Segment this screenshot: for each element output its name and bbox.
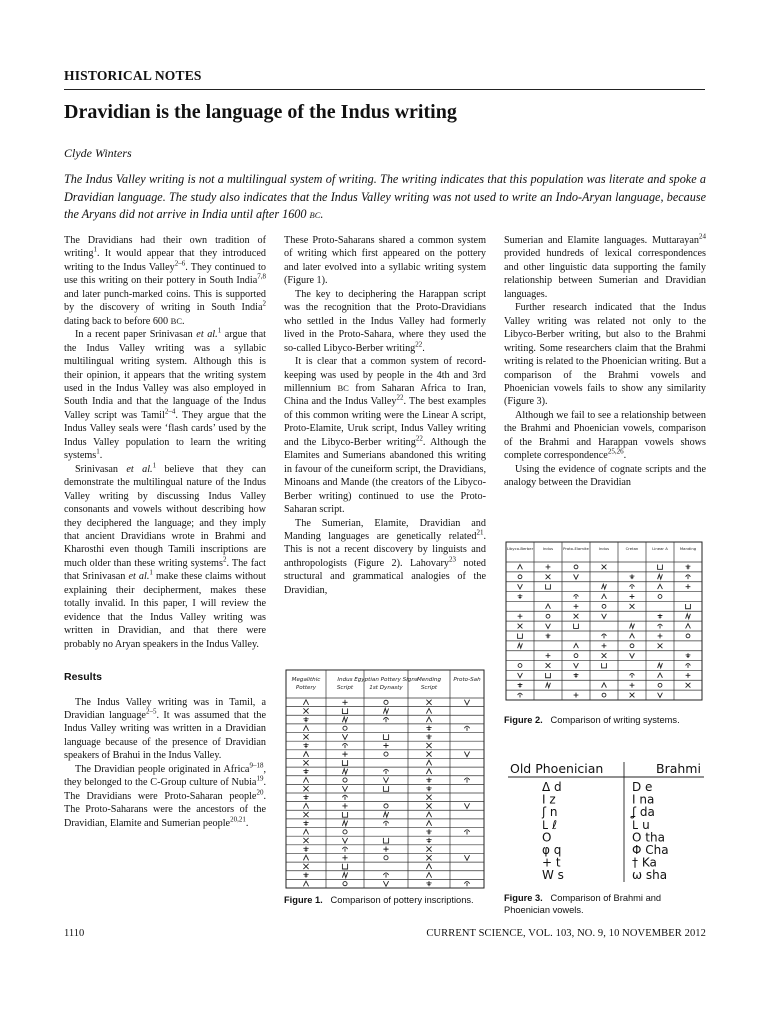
figure-1-column-header: Indus <box>337 677 353 683</box>
sign-glyph <box>384 804 388 808</box>
phoenician-letter: Ⳑ ℓ <box>542 817 558 832</box>
sign-glyph <box>518 634 523 639</box>
sign-glyph <box>518 624 523 629</box>
sign-glyph <box>303 726 308 731</box>
sign-glyph <box>602 643 607 648</box>
figure-2-image <box>504 540 704 702</box>
brahmi-letter: ω sha <box>632 868 668 883</box>
sign-glyph <box>342 872 347 877</box>
sign-glyph <box>342 803 347 808</box>
page-number: 1110 <box>64 928 85 939</box>
figure-1-column-header: Mending <box>416 677 442 683</box>
figure-1-column-header: Megalithic <box>291 677 321 683</box>
sign-glyph <box>658 584 663 589</box>
sign-glyph <box>546 614 550 618</box>
sign-glyph <box>464 830 469 835</box>
sign-glyph <box>303 769 308 774</box>
sign-glyph <box>630 585 635 589</box>
sign-glyph <box>342 812 347 817</box>
sign-glyph <box>658 595 662 599</box>
sign-glyph <box>426 777 431 782</box>
sign-glyph <box>546 565 551 570</box>
figure-1-column-header: Script <box>420 685 438 691</box>
sign-glyph <box>303 855 308 860</box>
sign-glyph <box>602 653 607 658</box>
sign-glyph <box>658 683 662 687</box>
sign-glyph <box>630 634 635 639</box>
phoenician-letter: Δ d <box>542 780 562 794</box>
figure-3-header-brahmi: Brahmi <box>656 761 701 776</box>
sign-glyph <box>658 614 663 619</box>
sign-glyph <box>303 864 308 869</box>
phoenician-letter: I z <box>542 792 556 807</box>
sign-glyph <box>342 821 347 826</box>
sign-glyph <box>518 614 523 619</box>
abstract: The Indus Valley writing is not a multilingual system of writing. The writing indicates that this population was literate and spoke a Dravidian language. The study also indicates that the Indus Valley writing was not used to write an Indo-Aryan language, because the Aryans did not arrive in India until after 1600 BC. <box>64 172 706 221</box>
sign-glyph <box>303 847 308 852</box>
sign-glyph <box>630 594 635 599</box>
figure-1-column-header: 1st Dynasty <box>369 685 403 691</box>
figure-1-caption: Figure 1. Comparison of pottery inscriptions. <box>284 895 474 905</box>
sign-glyph <box>630 624 635 629</box>
paragraph: Although we fail to see a relationship between the Brahmi and Phoenician vowels, comparison of the Brahmi and Harappan vowels shows complete correspondence$^{25,26}$. <box>504 409 706 462</box>
sign-glyph <box>658 574 663 579</box>
sign-glyph <box>686 653 691 658</box>
sign-glyph <box>518 693 523 697</box>
sign-glyph <box>342 708 347 713</box>
sign-glyph <box>630 653 635 658</box>
sign-glyph <box>426 708 431 713</box>
sign-glyph <box>658 634 663 639</box>
sign-glyph <box>686 565 691 570</box>
sign-glyph <box>426 872 431 877</box>
sign-glyph <box>546 584 551 589</box>
figure-3-caption: Figure 3. Comparison of Brahmi and Phoenician vowels. <box>504 893 662 915</box>
brahmi-letter: Φ Cha <box>632 843 669 857</box>
sign-glyph <box>686 673 691 678</box>
sign-glyph <box>464 726 469 731</box>
sign-glyph <box>303 752 308 757</box>
sign-glyph <box>342 760 347 765</box>
figure-1-column-header: Script <box>336 685 354 691</box>
sign-glyph <box>518 575 522 579</box>
sign-glyph <box>342 769 347 774</box>
figure-2-column-header: Indus <box>542 546 554 551</box>
sign-glyph <box>384 700 388 704</box>
paragraph: Using the evidence of cognate scripts and the analogy between the Dravidian <box>504 463 706 489</box>
sign-glyph <box>342 743 347 748</box>
sign-glyph <box>343 882 347 886</box>
sign-glyph <box>426 717 431 722</box>
figure-2-table <box>504 540 704 702</box>
sign-glyph <box>426 847 431 852</box>
phoenician-letter: φ q <box>542 843 562 857</box>
sign-glyph <box>630 673 635 677</box>
phoenician-letter: O <box>542 830 552 845</box>
sign-glyph <box>658 565 663 570</box>
sign-glyph <box>464 778 469 783</box>
sign-glyph <box>574 643 579 648</box>
sign-glyph <box>464 700 469 705</box>
paragraph: The Dravidians had their own tradition of writing$^1$. It would appear that they introduced writing to the Indus Valley$^{2-6}$. They continued to use this writing on their pottery in South India$^{7,8}$ and later punch-marked coins. This is supported by the discovery of writing in South India$^2$ dating back to before 600 BC. <box>64 235 266 327</box>
sign-glyph <box>342 786 347 791</box>
paragraph: Srinivasan et al.$^1$ believe that they can demonstrate the multilingual nature of the Indus Valley writing by discussing Indus Valley consonants and vowels without describing how they deciphered the language; and they imply that ancient Dravidians wrote in Brahmi and Kharosthi even though Tamili inscriptions are much older than these writing systems$^2$. The fact that Srinivasan et al.$^1$ make these claims without explaining their decipherment, makes these totally invalid. In this paper, I will review the evidence that the Indus Valley writing was written in Dravidian, and that there were probably no Aryan speakers in the Indus Valley. <box>64 461 267 650</box>
paragraph: The Sumerian, Elamite, Dravidian and Manding languages are genetically related$^{21}$. This is not a recent discovery by linguists and anthropologists (Figure 2). Lahovary$^{23}$ noted structural and grammatical analogies of the Dravidian, <box>284 517 486 596</box>
sign-glyph <box>574 565 578 569</box>
brahmi-letter: † Ka <box>632 855 657 870</box>
sign-glyph <box>574 614 579 619</box>
results-heading: Results <box>64 671 102 684</box>
paragraph: In a recent paper Srinivasan et al.$^1$ argue that the Indus Valley writing was a syllabic multilingual writing system. Although this is their opinion, it appears that the writing system used in the Indus Valley was also employed in South India and that the language of the Indus Valley script was Tamil$^{2-4}$. They argue that the Indus Valley seals were ‘flash cards’ used by the Indus Valley population to learn the writing systems$^1$. <box>64 326 267 462</box>
brahmi-letter: I na <box>632 792 655 807</box>
sign-glyph <box>384 752 388 756</box>
paragraph: The key to deciphering the Harappan script was the recognition that the Proto-Dravidians who settled in the Indus Valley had formerly lived in the Proto-Sahara, where they used the so-called Libyco-Berber writing$^{22}$. <box>284 288 486 354</box>
sign-glyph <box>658 624 663 628</box>
sign-glyph <box>303 717 308 722</box>
sign-glyph <box>342 700 347 705</box>
sign-glyph <box>464 803 469 808</box>
sign-glyph <box>686 614 691 619</box>
sign-glyph <box>383 881 388 886</box>
sign-glyph <box>426 855 431 860</box>
sign-glyph <box>630 574 635 579</box>
sign-glyph <box>303 795 308 800</box>
paragraph: Further research indicated that the Indus Valley writing was related not only to the Libyco-Berber writing, but also to the Brahmi writing. Some researchers claim that the Brahmi writing is related to the Phoenician writing. But a comparison of the Brahmi vowels and Phoenician vowels fails to show any similarity (Figure 3). <box>504 302 706 408</box>
sign-glyph <box>602 604 606 608</box>
sign-glyph <box>686 664 691 668</box>
sign-glyph <box>602 683 607 688</box>
sign-glyph <box>383 873 388 878</box>
paragraph: The Indus Valley writing was in Tamil, a Dravidian language$^{2-5}$. It was assumed that the Indus Valley writing was written in a Dravidian language because of the presence of Dravidian speakers of Brahui in the Indus Valley. <box>64 696 266 762</box>
sign-glyph <box>383 821 388 826</box>
sign-glyph <box>383 769 388 774</box>
figure-1-column-header: Pottery <box>295 685 317 691</box>
figure-2-column-header: Linear A <box>652 546 668 551</box>
sign-glyph <box>383 718 388 723</box>
sign-glyph <box>574 604 579 609</box>
sign-glyph <box>383 838 388 843</box>
sign-glyph <box>342 847 347 852</box>
sign-glyph <box>426 881 431 886</box>
sign-glyph <box>426 838 431 843</box>
sign-glyph <box>426 743 431 748</box>
sign-glyph <box>383 847 388 852</box>
sign-glyph <box>426 760 431 765</box>
sign-glyph <box>464 855 469 860</box>
sign-glyph <box>546 624 551 629</box>
sign-glyph <box>546 574 551 579</box>
sign-glyph <box>303 872 308 877</box>
text-column-2 <box>284 234 486 597</box>
sign-glyph <box>303 734 308 739</box>
sign-glyph <box>518 683 523 688</box>
sign-glyph <box>303 708 308 713</box>
sign-glyph <box>426 700 431 705</box>
sign-glyph <box>602 663 607 668</box>
phoenician-letter: ʃ n <box>542 805 558 820</box>
article-title: Dravidian is the language of the Indus writing <box>64 101 457 123</box>
sign-glyph <box>602 634 607 638</box>
phoenician-letter: + t <box>542 855 561 870</box>
sign-glyph <box>686 575 691 579</box>
figure-1-table <box>284 668 488 890</box>
sign-glyph <box>342 795 347 800</box>
sign-glyph <box>546 604 551 609</box>
figure-3-image <box>506 760 706 884</box>
sign-glyph <box>426 786 431 791</box>
sign-glyph <box>303 881 308 886</box>
sign-glyph <box>518 565 523 570</box>
brahmi-letter: Ⳑ u <box>632 817 650 832</box>
sign-glyph <box>574 624 579 629</box>
brahmi-letter: ʆ da <box>632 805 655 820</box>
sign-glyph <box>464 882 469 887</box>
section-heading: HISTORICAL NOTES <box>64 68 202 83</box>
figure-2-column-header: Indus <box>598 546 610 551</box>
phoenician-letter: W s <box>542 868 564 883</box>
sign-glyph <box>303 777 308 782</box>
sign-glyph <box>426 752 431 757</box>
sign-glyph <box>518 584 523 589</box>
sign-glyph <box>342 855 347 860</box>
sign-glyph <box>343 778 347 782</box>
sign-glyph <box>303 838 308 843</box>
sign-glyph <box>546 683 551 688</box>
brahmi-letter: D e <box>632 780 653 794</box>
sign-glyph <box>518 643 523 648</box>
sign-glyph <box>602 584 607 589</box>
sign-glyph <box>426 795 431 800</box>
sign-glyph <box>686 604 691 609</box>
figure-1-image <box>284 668 488 890</box>
sign-glyph <box>546 663 551 668</box>
sign-glyph <box>574 663 579 668</box>
text-column-3 <box>504 234 706 490</box>
sign-glyph <box>383 777 388 782</box>
sign-glyph <box>383 743 388 748</box>
sign-glyph <box>342 752 347 757</box>
sign-glyph <box>602 594 607 599</box>
paragraph: These Proto-Saharans shared a common system of writing which first appeared on the pottery and later evolved into a syllabic writing system (Figure 1). <box>284 235 486 287</box>
sign-glyph <box>303 803 308 808</box>
sign-glyph <box>686 683 691 688</box>
sign-glyph <box>686 634 690 638</box>
sign-glyph <box>630 644 634 648</box>
figure-2-column-header: Libyco-Berber <box>506 546 534 551</box>
sign-glyph <box>686 584 691 589</box>
sign-glyph <box>658 673 663 678</box>
sign-glyph <box>574 673 579 678</box>
author-name: Clyde Winters <box>64 146 132 160</box>
paragraph: The Dravidian people originated in Africa$^{9-18}$, they belonged to the C-Group culture of Nubia$^{19}$. The Dravidians were Proto-Saharan people$^{20}$. The Proto-Saharans were the ancestors of the Dravidian, Elamite and Sumerian people$^{20,21}$. <box>64 761 266 829</box>
sign-glyph <box>602 693 606 697</box>
sign-glyph <box>658 663 663 668</box>
sign-glyph <box>630 683 635 688</box>
sign-glyph <box>574 595 579 599</box>
sign-glyph <box>342 717 347 722</box>
text-column-1 <box>64 234 266 830</box>
sign-glyph <box>303 812 308 817</box>
sign-glyph <box>303 821 308 826</box>
sign-glyph <box>602 614 607 619</box>
figure-2-column-header: Cretan <box>625 546 639 551</box>
paragraph: Sumerian and Elamite languages. Muttarayan$^{24}$ provided hundreds of lexical correspondences and other linguistic data supporting the family relationship between Sumerian and Dravidian languages. <box>504 232 706 300</box>
sign-glyph <box>303 743 308 748</box>
sign-glyph <box>574 574 579 579</box>
sign-glyph <box>574 654 578 658</box>
sign-glyph <box>426 829 431 834</box>
figure-2-column-header: Manding <box>679 546 697 551</box>
sign-glyph <box>574 693 579 698</box>
sign-glyph <box>343 830 347 834</box>
sign-glyph <box>303 786 308 791</box>
sign-glyph <box>518 664 522 668</box>
sign-glyph <box>546 653 551 658</box>
figure-3-table <box>506 760 706 884</box>
sign-glyph <box>426 726 431 731</box>
figure-1-column-header: Proto-Sah <box>453 677 481 683</box>
sign-glyph <box>426 864 431 869</box>
sign-glyph <box>383 812 388 817</box>
sign-glyph <box>630 693 635 698</box>
running-footer: CURRENT SCIENCE, VOL. 103, NO. 9, 10 NOVEMBER 2012 <box>426 928 706 939</box>
sign-glyph <box>426 803 431 808</box>
sign-glyph <box>303 760 308 765</box>
sign-glyph <box>342 838 347 843</box>
figure-2-caption: Figure 2. Comparison of writing systems. <box>504 715 680 725</box>
sign-glyph <box>630 604 635 609</box>
brahmi-letter: O tha <box>632 830 665 845</box>
header-rule <box>64 89 705 90</box>
sign-glyph <box>426 734 431 739</box>
sign-glyph <box>303 829 308 834</box>
sign-glyph <box>518 594 523 599</box>
sign-glyph <box>383 734 388 739</box>
sign-glyph <box>518 673 523 678</box>
sign-glyph <box>383 786 388 791</box>
sign-glyph <box>342 734 347 739</box>
sign-glyph <box>342 864 347 869</box>
sign-glyph <box>658 693 663 698</box>
sign-glyph <box>426 812 431 817</box>
sign-glyph <box>383 708 388 713</box>
sign-glyph <box>303 700 308 705</box>
sign-glyph <box>546 673 551 678</box>
sign-glyph <box>602 565 607 570</box>
sign-glyph <box>426 821 431 826</box>
sign-glyph <box>686 624 691 629</box>
figure-3-header-phoenician: Old Phoenician <box>510 761 604 776</box>
sign-glyph <box>658 643 663 648</box>
sign-glyph <box>546 634 551 639</box>
paragraph: It is clear that a common system of record-keeping was used by people in the 4th and 3rd millennium BC from Saharan Africa to Iran, China and the Indus Valley$^{22}$. The best examples of this common writing were the Linear A script, Proto-Elamite, Uruk script, Indus Valley writing and the Libyco-Berber writing$^{22}$. Although the Elamites and Sumerians abandoned this writing in favour of the cuneiform script, the Dravidians, Minoans and Mande (the creators of the Libyco-Berber writing) continued to use the Proto-Saharan script. <box>284 356 487 516</box>
sign-glyph <box>426 769 431 774</box>
figure-1-column-header: Egyptian Pottery Signs <box>354 677 418 683</box>
sign-glyph <box>384 856 388 860</box>
sign-glyph <box>343 726 347 730</box>
sign-glyph <box>464 752 469 757</box>
figure-2-column-header: Proto-Elamite <box>563 546 589 551</box>
